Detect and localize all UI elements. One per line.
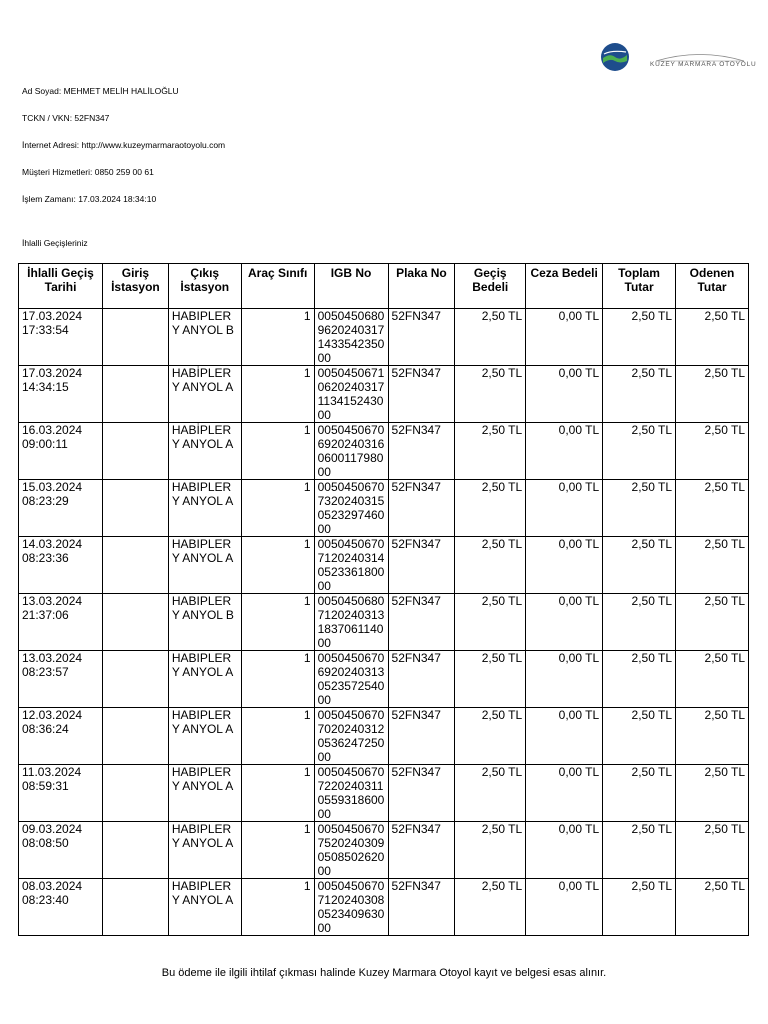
cell-plate-no: 52FN347 bbox=[388, 651, 455, 708]
transaction-time: İşlem Zamanı: 17.03.2024 18:34:10 bbox=[22, 194, 157, 204]
table-row bbox=[19, 537, 749, 594]
cell-total: 2,50 TL bbox=[603, 765, 676, 822]
customer-name: Ad Soyad: MEHMET MELİH HALİLOĞLU bbox=[22, 86, 179, 96]
table-row bbox=[19, 708, 749, 765]
website-address: İnternet Adresi: http://www.kuzeymarmaraotoyolu.com bbox=[22, 140, 226, 150]
cell-plate-no: 52FN347 bbox=[388, 537, 455, 594]
cell-plate-no: 52FN347 bbox=[388, 765, 455, 822]
cell-igb-no: 00504506707320240315052329746000 bbox=[314, 480, 388, 537]
cell-date: 13.03.2024 21:37:06 bbox=[19, 594, 103, 651]
table-row bbox=[19, 594, 749, 651]
cell-igb-no: 00504506710620240317113415243000 bbox=[314, 366, 388, 423]
cell-pass-fee: 2,50 TL bbox=[455, 309, 526, 366]
cell-date: 16.03.2024 09:00:11 bbox=[19, 423, 103, 480]
cell-exit-station: HABIPLERY ANYOL A bbox=[168, 708, 241, 765]
cell-paid: 2,50 TL bbox=[676, 309, 749, 366]
table-row bbox=[19, 765, 749, 822]
cell-penalty-fee: 0,00 TL bbox=[526, 537, 603, 594]
cell-date: 12.03.2024 08:36:24 bbox=[19, 708, 103, 765]
cell-igb-no: 00504506706920240316060011798000 bbox=[314, 423, 388, 480]
cell-entry-station bbox=[103, 594, 169, 651]
cell-exit-station: HABIPLERY ANYOL A bbox=[168, 879, 241, 936]
cell-paid: 2,50 TL bbox=[676, 537, 749, 594]
cell-pass-fee: 2,50 TL bbox=[455, 423, 526, 480]
cell-igb-no: 00504506707520240309050850262000 bbox=[314, 822, 388, 879]
cell-total: 2,50 TL bbox=[603, 537, 676, 594]
cell-entry-station bbox=[103, 423, 169, 480]
cell-pass-fee: 2,50 TL bbox=[455, 765, 526, 822]
cell-exit-station: HABİPLERY ANYOL A bbox=[168, 423, 241, 480]
cell-plate-no: 52FN347 bbox=[388, 309, 455, 366]
cell-exit-station: HABIPLERY ANYOL B bbox=[168, 594, 241, 651]
cell-igb-no: 00504506807120240313183706114000 bbox=[314, 594, 388, 651]
cell-vehicle-class: 1 bbox=[241, 366, 314, 423]
brand-text: KUZEY MARMARA OTOYOLU bbox=[650, 61, 757, 68]
cell-date: 08.03.2024 08:23:40 bbox=[19, 879, 103, 936]
cell-paid: 2,50 TL bbox=[676, 594, 749, 651]
cell-exit-station: HABIPLERY ANYOL A bbox=[168, 537, 241, 594]
cell-plate-no: 52FN347 bbox=[388, 708, 455, 765]
header-plate-no: Plaka No bbox=[388, 264, 455, 309]
table-row bbox=[19, 822, 749, 879]
cell-entry-station bbox=[103, 879, 169, 936]
cell-plate-no: 52FN347 bbox=[388, 423, 455, 480]
cell-pass-fee: 2,50 TL bbox=[455, 651, 526, 708]
cell-entry-station bbox=[103, 366, 169, 423]
cell-paid: 2,50 TL bbox=[676, 423, 749, 480]
footer-disclaimer: Bu ödeme ile ilgili ihtilaf çıkması halinde Kuzey Marmara Otoyol kayıt ve belgesi esas alınır. bbox=[161, 967, 607, 979]
table-row bbox=[19, 423, 749, 480]
cell-paid: 2,50 TL bbox=[676, 708, 749, 765]
cell-entry-station bbox=[103, 765, 169, 822]
cell-paid: 2,50 TL bbox=[676, 822, 749, 879]
cell-total: 2,50 TL bbox=[603, 309, 676, 366]
header-pass-fee: Geçiş Bedeli bbox=[455, 264, 526, 309]
cell-total: 2,50 TL bbox=[603, 651, 676, 708]
cell-penalty-fee: 0,00 TL bbox=[526, 480, 603, 537]
cell-vehicle-class: 1 bbox=[241, 594, 314, 651]
cell-vehicle-class: 1 bbox=[241, 708, 314, 765]
header-total: Toplam Tutar bbox=[603, 264, 676, 309]
customer-tckn: TCKN / VKN: 52FN347 bbox=[22, 113, 110, 123]
cell-penalty-fee: 0,00 TL bbox=[526, 423, 603, 480]
table-header-row bbox=[19, 264, 749, 309]
cell-igb-no: 00504506809620240317143354235000 bbox=[314, 309, 388, 366]
cell-date: 13.03.2024 08:23:57 bbox=[19, 651, 103, 708]
header-vehicle-class: Araç Sınıfı bbox=[241, 264, 314, 309]
cell-penalty-fee: 0,00 TL bbox=[526, 822, 603, 879]
cell-date: 17.03.2024 14:34:15 bbox=[19, 366, 103, 423]
cell-penalty-fee: 0,00 TL bbox=[526, 879, 603, 936]
header-penalty-fee: Ceza Bedeli bbox=[526, 264, 603, 309]
cell-total: 2,50 TL bbox=[603, 366, 676, 423]
header-exit-station: Çıkış İstasyon bbox=[168, 264, 241, 309]
cell-exit-station: HABİPLERY ANYOL A bbox=[168, 366, 241, 423]
cell-plate-no: 52FN347 bbox=[388, 480, 455, 537]
cell-paid: 2,50 TL bbox=[676, 765, 749, 822]
cell-exit-station: HABIPLERY ANYOL B bbox=[168, 309, 241, 366]
cell-date: 14.03.2024 08:23:36 bbox=[19, 537, 103, 594]
cell-exit-station: HABIPLERY ANYOL A bbox=[168, 480, 241, 537]
cell-date: 09.03.2024 08:08:50 bbox=[19, 822, 103, 879]
customer-service-phone: Müşteri Hizmetleri: 0850 259 00 61 bbox=[22, 167, 154, 177]
cell-igb-no: 00504506707220240311055931860000 bbox=[314, 765, 388, 822]
cell-entry-station bbox=[103, 822, 169, 879]
cell-plate-no: 52FN347 bbox=[388, 366, 455, 423]
cell-pass-fee: 2,50 TL bbox=[455, 480, 526, 537]
cell-pass-fee: 2,50 TL bbox=[455, 594, 526, 651]
cell-pass-fee: 2,50 TL bbox=[455, 366, 526, 423]
cell-total: 2,50 TL bbox=[603, 879, 676, 936]
cell-total: 2,50 TL bbox=[603, 708, 676, 765]
header-paid: Odenen Tutar bbox=[676, 264, 749, 309]
cell-paid: 2,50 TL bbox=[676, 651, 749, 708]
cell-date: 11.03.2024 08:59:31 bbox=[19, 765, 103, 822]
cell-exit-station: HABIPLERY ANYOL A bbox=[168, 822, 241, 879]
cell-igb-no: 00504506707020240312053624725000 bbox=[314, 708, 388, 765]
cell-vehicle-class: 1 bbox=[241, 480, 314, 537]
brand-logo bbox=[598, 40, 757, 74]
header-igb-no: IGB No bbox=[314, 264, 388, 309]
cell-total: 2,50 TL bbox=[603, 423, 676, 480]
cell-vehicle-class: 1 bbox=[241, 822, 314, 879]
table-row bbox=[19, 651, 749, 708]
cell-total: 2,50 TL bbox=[603, 822, 676, 879]
header-date: İhlalli Geçiş Tarihi bbox=[19, 264, 103, 309]
cell-vehicle-class: 1 bbox=[241, 423, 314, 480]
cell-plate-no: 52FN347 bbox=[388, 879, 455, 936]
cell-exit-station: HABIPLERY ANYOL A bbox=[168, 765, 241, 822]
cell-entry-station bbox=[103, 537, 169, 594]
cell-penalty-fee: 0,00 TL bbox=[526, 765, 603, 822]
cell-exit-station: HABIPLERY ANYOL A bbox=[168, 651, 241, 708]
cell-plate-no: 52FN347 bbox=[388, 822, 455, 879]
cell-penalty-fee: 0,00 TL bbox=[526, 651, 603, 708]
cell-paid: 2,50 TL bbox=[676, 480, 749, 537]
section-title: İhlalli Geçişleriniz bbox=[22, 238, 88, 248]
cell-vehicle-class: 1 bbox=[241, 537, 314, 594]
cell-vehicle-class: 1 bbox=[241, 765, 314, 822]
table-row bbox=[19, 366, 749, 423]
table-row bbox=[19, 309, 749, 366]
cell-entry-station bbox=[103, 480, 169, 537]
globe-logo-icon bbox=[600, 42, 630, 72]
cell-vehicle-class: 1 bbox=[241, 879, 314, 936]
cell-penalty-fee: 0,00 TL bbox=[526, 594, 603, 651]
cell-date: 15.03.2024 08:23:29 bbox=[19, 480, 103, 537]
cell-entry-station bbox=[103, 309, 169, 366]
cell-plate-no: 52FN347 bbox=[388, 594, 455, 651]
cell-vehicle-class: 1 bbox=[241, 651, 314, 708]
cell-entry-station bbox=[103, 708, 169, 765]
cell-vehicle-class: 1 bbox=[241, 309, 314, 366]
table-row bbox=[19, 879, 749, 936]
violations-table bbox=[18, 263, 749, 936]
header-entry-station: Giriş İstasyon bbox=[103, 264, 169, 309]
cell-total: 2,50 TL bbox=[603, 480, 676, 537]
table-row bbox=[19, 480, 749, 537]
cell-total: 2,50 TL bbox=[603, 594, 676, 651]
cell-pass-fee: 2,50 TL bbox=[455, 708, 526, 765]
cell-pass-fee: 2,50 TL bbox=[455, 822, 526, 879]
cell-penalty-fee: 0,00 TL bbox=[526, 708, 603, 765]
cell-paid: 2,50 TL bbox=[676, 366, 749, 423]
cell-date: 17.03.2024 17:33:54 bbox=[19, 309, 103, 366]
cell-igb-no: 00504506707120240308052340963000 bbox=[314, 879, 388, 936]
cell-penalty-fee: 0,00 TL bbox=[526, 366, 603, 423]
cell-pass-fee: 2,50 TL bbox=[455, 537, 526, 594]
cell-pass-fee: 2,50 TL bbox=[455, 879, 526, 936]
cell-igb-no: 00504506706920240313052357254000 bbox=[314, 651, 388, 708]
cell-entry-station bbox=[103, 651, 169, 708]
cell-igb-no: 00504506707120240314052336180000 bbox=[314, 537, 388, 594]
cell-paid: 2,50 TL bbox=[676, 879, 749, 936]
cell-penalty-fee: 0,00 TL bbox=[526, 309, 603, 366]
